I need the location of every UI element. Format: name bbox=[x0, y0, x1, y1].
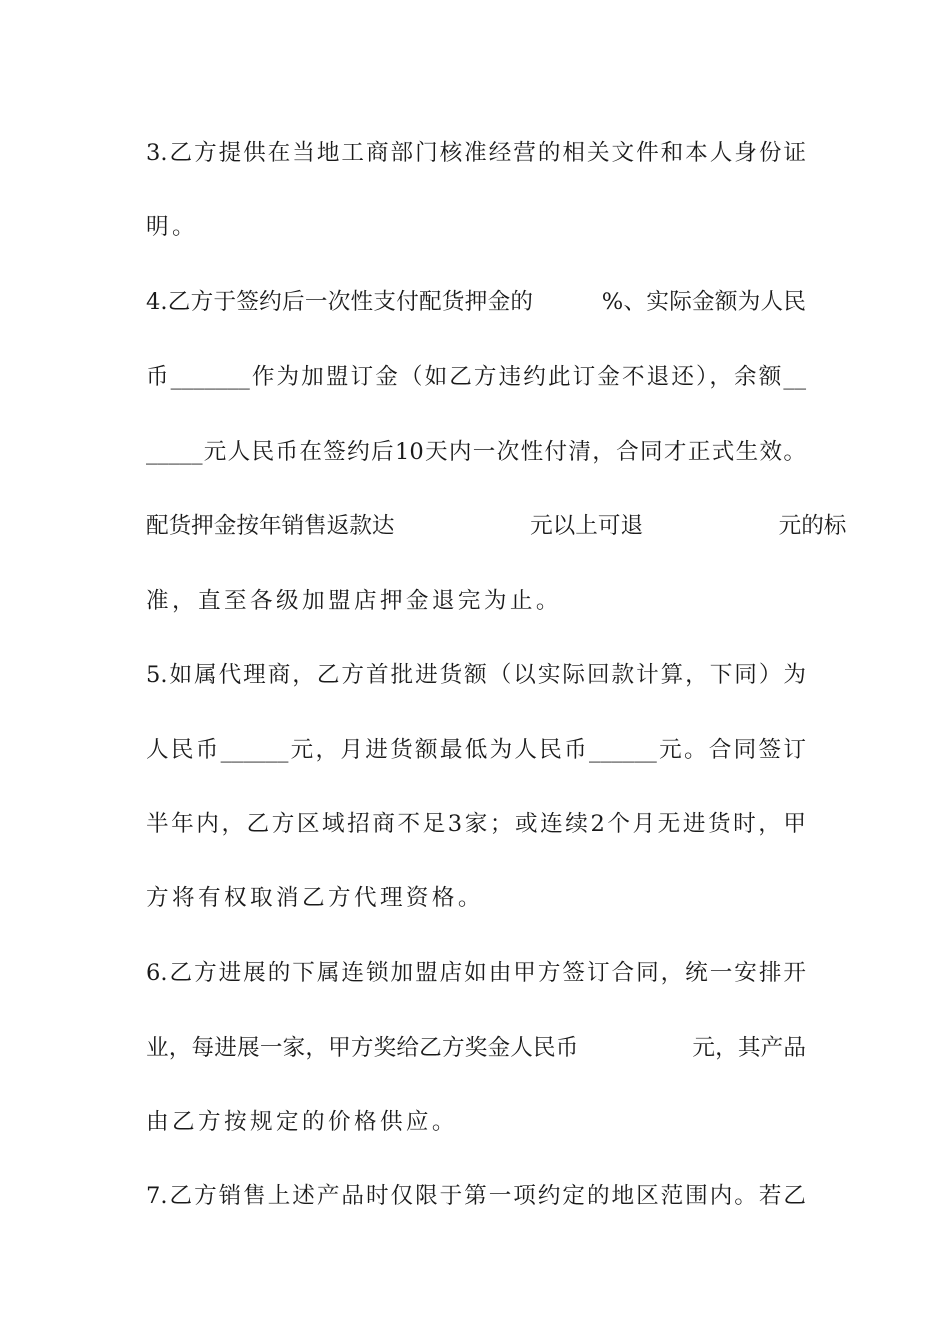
text-line-9: 人民币______元，月进货额最低为人民币______元。合同签订 bbox=[146, 737, 806, 763]
text-line-8: 5.如属代理商，乙方首批进货额（以实际回款计算，下同）为 bbox=[146, 662, 806, 688]
text-line-1: 3.乙方提供在当地工商部门核准经营的相关文件和本人身份证 bbox=[146, 140, 806, 166]
text-line-10: 半年内，乙方区域招商不足3家；或连续2个月无进货时，甲 bbox=[146, 811, 806, 837]
text-line-11: 方将有权取消乙方代理资格。 bbox=[146, 885, 484, 911]
text-line-2: 明。 bbox=[146, 214, 198, 240]
text-line-3: 4.乙方于签约后一次性支付配货押金的 %、实际金额为人民 bbox=[146, 289, 806, 315]
text-line-13: 业，每进展一家，甲方奖给乙方奖金人民币 元，其产品 bbox=[146, 1035, 806, 1061]
text-line-4: 币_______作为加盟订金（如乙方违约此订金不退还），余额__ bbox=[146, 364, 806, 390]
text-line-14: 由乙方按规定的价格供应。 bbox=[146, 1109, 458, 1135]
text-line-5: _____元人民币在签约后10天内一次性付清，合同才正式生效。 bbox=[146, 439, 806, 465]
text-line-15: 7.乙方销售上述产品时仅限于第一项约定的地区范围内。若乙 bbox=[146, 1183, 806, 1209]
text-line-12: 6.乙方进展的下属连锁加盟店如由甲方签订合同，统一安排开 bbox=[146, 960, 806, 986]
text-line-6: 配货押金按年销售返款达 元以上可退 元的标 bbox=[146, 513, 847, 539]
text-line-7: 准，直至各级加盟店押金退完为止。 bbox=[146, 588, 562, 614]
